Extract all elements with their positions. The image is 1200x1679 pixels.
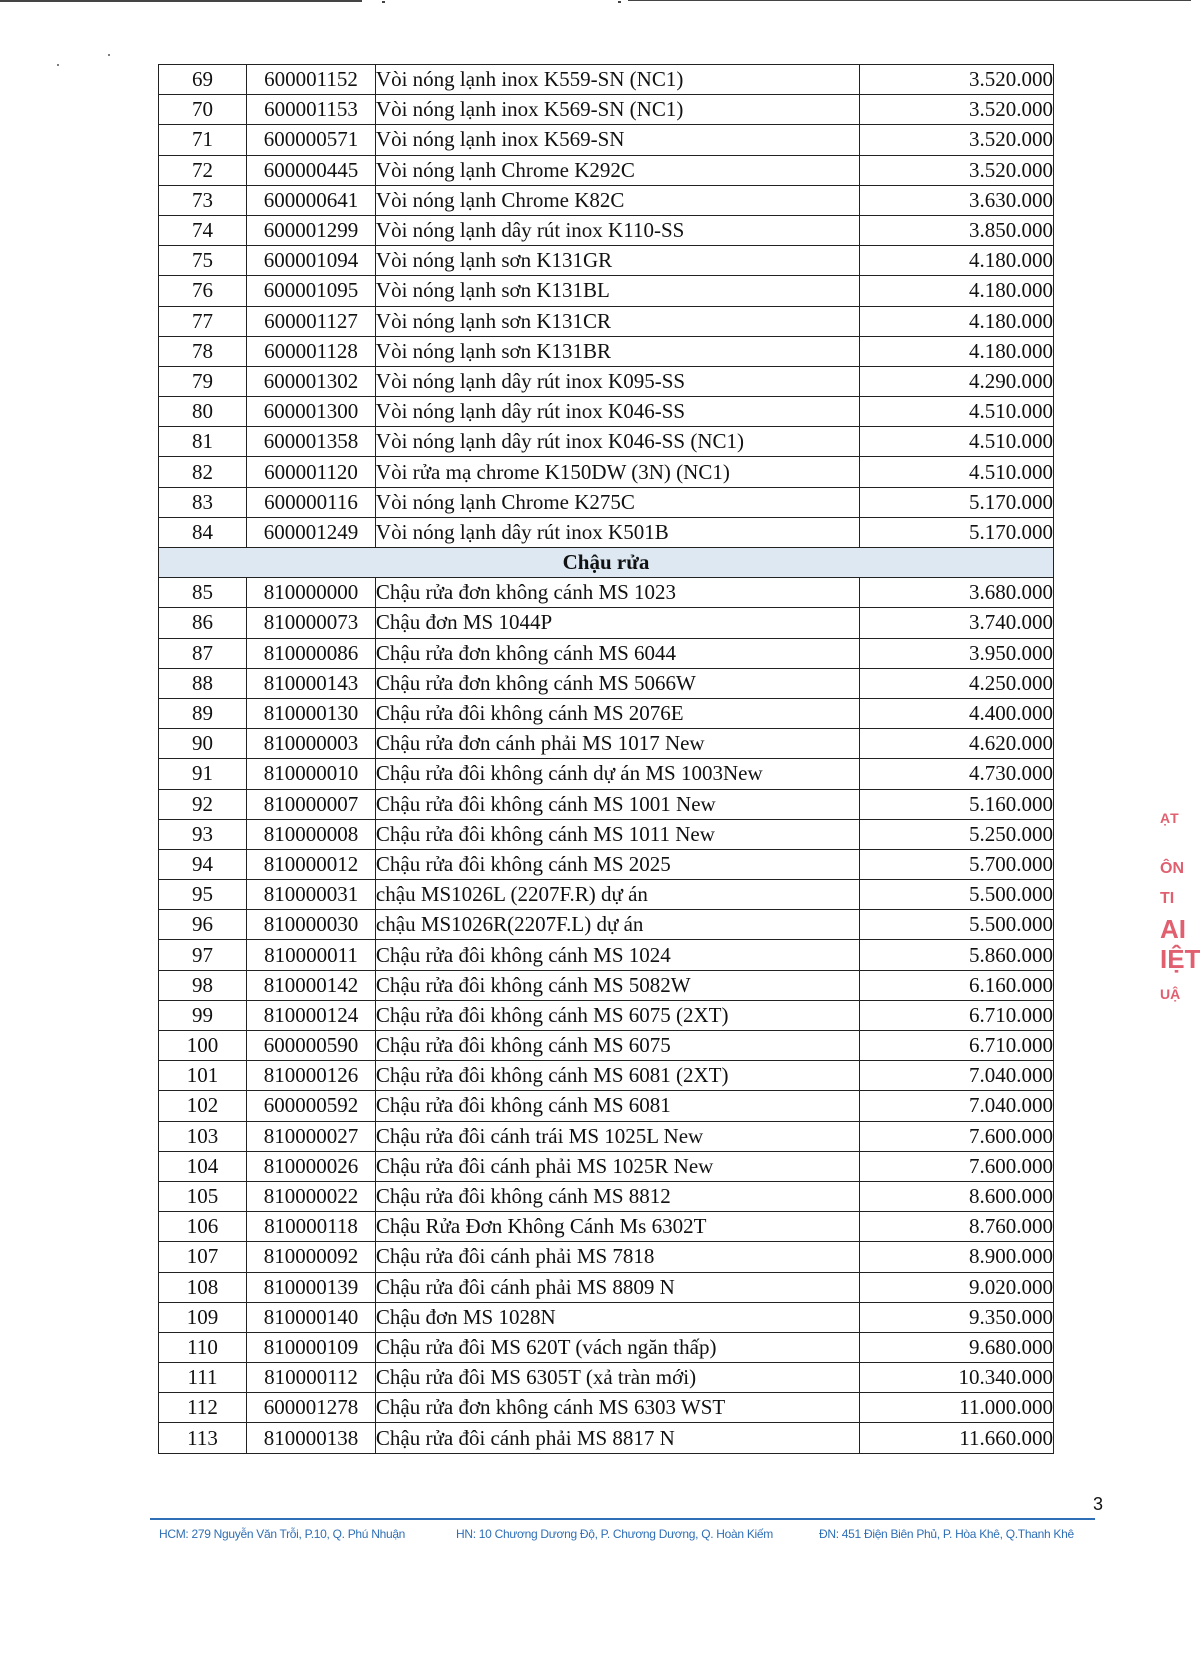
- table-row: [159, 578, 1054, 608]
- product-price: 11.000.000: [860, 1393, 1054, 1423]
- product-name: Chậu rửa đôi không cánh dự án MS 1003New: [375, 759, 859, 789]
- product-price: 3.520.000: [860, 125, 1054, 155]
- table-row: [159, 729, 1054, 759]
- table-row: [159, 215, 1054, 245]
- product-price: 3.680.000: [860, 578, 1054, 608]
- table-body-section: [159, 548, 1054, 578]
- product-price: 4.510.000: [860, 397, 1054, 427]
- row-number: 95: [159, 880, 247, 910]
- table-row: [159, 970, 1054, 1000]
- product-name: Vòi nóng lạnh inox K569-SN: [375, 125, 859, 155]
- table-row: [159, 880, 1054, 910]
- product-name: Chậu rửa đôi MS 620T (vách ngăn thấp): [375, 1332, 859, 1362]
- product-code: 600000445: [247, 155, 376, 185]
- product-code: 810000031: [247, 880, 376, 910]
- row-number: 97: [159, 940, 247, 970]
- product-price: 7.040.000: [860, 1091, 1054, 1121]
- row-number: 111: [159, 1363, 247, 1393]
- row-number: 72: [159, 155, 247, 185]
- product-code: 810000126: [247, 1061, 376, 1091]
- product-code: 810000138: [247, 1423, 376, 1453]
- product-code: 600000571: [247, 125, 376, 155]
- row-number: 109: [159, 1302, 247, 1332]
- table-row: [159, 819, 1054, 849]
- row-number: 82: [159, 457, 247, 487]
- product-code: 810000118: [247, 1212, 376, 1242]
- product-name: Vòi nóng lạnh dây rút inox K095-SS: [375, 366, 859, 396]
- product-price: 5.170.000: [860, 517, 1054, 547]
- row-number: 74: [159, 215, 247, 245]
- table-row: [159, 940, 1054, 970]
- product-code: 600000592: [247, 1091, 376, 1121]
- product-price: 3.520.000: [860, 65, 1054, 95]
- product-name: Chậu rửa đôi không cánh MS 6081: [375, 1091, 859, 1121]
- product-price: 4.400.000: [860, 698, 1054, 728]
- row-number: 106: [159, 1212, 247, 1242]
- product-price: 3.520.000: [860, 155, 1054, 185]
- product-price: 10.340.000: [860, 1363, 1054, 1393]
- row-number: 73: [159, 185, 247, 215]
- table-row: [159, 1272, 1054, 1302]
- product-code: 810000007: [247, 789, 376, 819]
- table-row: [159, 95, 1054, 125]
- product-name: Chậu rửa đôi không cánh MS 1001 New: [375, 789, 859, 819]
- product-price: 9.350.000: [860, 1302, 1054, 1332]
- product-name: Chậu rửa đôi không cánh MS 1011 New: [375, 819, 859, 849]
- product-code: 810000010: [247, 759, 376, 789]
- product-code: 810000030: [247, 910, 376, 940]
- product-code: 600000590: [247, 1031, 376, 1061]
- product-name: Vòi nóng lạnh dây rút inox K046-SS (NC1): [375, 427, 859, 457]
- product-code: 810000092: [247, 1242, 376, 1272]
- product-price: 8.600.000: [860, 1181, 1054, 1211]
- product-price: 6.160.000: [860, 970, 1054, 1000]
- row-number: 88: [159, 668, 247, 698]
- table-row: [159, 1121, 1054, 1151]
- row-number: 85: [159, 578, 247, 608]
- row-number: 70: [159, 95, 247, 125]
- table-row: [159, 1031, 1054, 1061]
- table-row: [159, 1393, 1054, 1423]
- stamp-text: AI: [1160, 914, 1186, 944]
- product-code: 810000124: [247, 1000, 376, 1030]
- table-body-faucets: [159, 65, 1054, 548]
- table-row: [159, 1332, 1054, 1362]
- product-name: Vòi nóng lạnh Chrome K82C: [375, 185, 859, 215]
- row-number: 84: [159, 517, 247, 547]
- row-number: 93: [159, 819, 247, 849]
- footer-address-hcm: HCM: 279 Nguyễn Văn Trỗi, P.10, Q. Phú Nhuận: [159, 1527, 406, 1541]
- table-row: [159, 457, 1054, 487]
- row-number: 102: [159, 1091, 247, 1121]
- row-number: 108: [159, 1272, 247, 1302]
- table-row: [159, 759, 1054, 789]
- product-name: Vòi nóng lạnh dây rút inox K046-SS: [375, 397, 859, 427]
- product-price: 5.700.000: [860, 849, 1054, 879]
- product-name: Vòi nóng lạnh sơn K131BL: [375, 276, 859, 306]
- table-row: [159, 668, 1054, 698]
- row-number: 112: [159, 1393, 247, 1423]
- product-name: Vòi nóng lạnh sơn K131GR: [375, 246, 859, 276]
- table-row: [159, 1363, 1054, 1393]
- row-number: 107: [159, 1242, 247, 1272]
- product-name: Chậu rửa đôi cánh phải MS 8817 N: [375, 1423, 859, 1453]
- product-code: 600001152: [247, 65, 376, 95]
- product-code: 810000012: [247, 849, 376, 879]
- row-number: 96: [159, 910, 247, 940]
- table-row: [159, 276, 1054, 306]
- product-price: 4.180.000: [860, 276, 1054, 306]
- product-price: 4.510.000: [860, 457, 1054, 487]
- product-name: Chậu rửa đơn cánh phải MS 1017 New: [375, 729, 859, 759]
- product-name: Vòi nóng lạnh sơn K131CR: [375, 306, 859, 336]
- row-number: 100: [159, 1031, 247, 1061]
- product-price: 3.850.000: [860, 215, 1054, 245]
- product-name: chậu MS1026R(2207F.L) dự án: [375, 910, 859, 940]
- product-name: Chậu đơn MS 1028N: [375, 1302, 859, 1332]
- stamp-text: ẠT: [1160, 810, 1179, 826]
- row-number: 86: [159, 608, 247, 638]
- row-number: 83: [159, 487, 247, 517]
- product-price: 5.160.000: [860, 789, 1054, 819]
- row-number: 71: [159, 125, 247, 155]
- product-price: 4.290.000: [860, 366, 1054, 396]
- table-row: [159, 849, 1054, 879]
- row-number: 103: [159, 1121, 247, 1151]
- table-row: [159, 125, 1054, 155]
- product-price: 8.900.000: [860, 1242, 1054, 1272]
- table-row: [159, 1212, 1054, 1242]
- table-row: [159, 1423, 1054, 1453]
- footer-address-hn: HN: 10 Chương Dương Độ, P. Chương Dương, Q. Hoàn Kiếm: [456, 1527, 773, 1541]
- product-code: 810000143: [247, 668, 376, 698]
- table-row: [159, 1151, 1054, 1181]
- table-body-sinks: [159, 578, 1054, 1453]
- product-code: 600001278: [247, 1393, 376, 1423]
- footer-rule: [150, 1518, 1095, 1520]
- product-code: 810000011: [247, 940, 376, 970]
- table-row: [159, 517, 1054, 547]
- product-code: 810000003: [247, 729, 376, 759]
- table-row: [159, 185, 1054, 215]
- product-name: Chậu rửa đôi không cánh MS 6081 (2XT): [375, 1061, 859, 1091]
- row-number: 98: [159, 970, 247, 1000]
- product-name: Chậu rửa đơn không cánh MS 6303 WST: [375, 1393, 859, 1423]
- row-number: 92: [159, 789, 247, 819]
- product-code: 600001120: [247, 457, 376, 487]
- table-row: [159, 427, 1054, 457]
- table-row: [159, 397, 1054, 427]
- product-price: 5.170.000: [860, 487, 1054, 517]
- product-name: Chậu rửa đôi MS 6305T (xả tràn mới): [375, 1363, 859, 1393]
- row-number: 76: [159, 276, 247, 306]
- product-name: Vòi rửa mạ chrome K150DW (3N) (NC1): [375, 457, 859, 487]
- product-price: 6.710.000: [860, 1000, 1054, 1030]
- product-price: 4.620.000: [860, 729, 1054, 759]
- table-row: [159, 789, 1054, 819]
- table-row: [159, 336, 1054, 366]
- product-price: 7.600.000: [860, 1151, 1054, 1181]
- product-name: Chậu rửa đôi không cánh MS 2076E: [375, 698, 859, 728]
- product-code: 600001300: [247, 397, 376, 427]
- product-name: Vòi nóng lạnh dây rút inox K110-SS: [375, 215, 859, 245]
- product-code: 810000130: [247, 698, 376, 728]
- table-row: [159, 246, 1054, 276]
- product-code: 600001299: [247, 215, 376, 245]
- product-price: 4.510.000: [860, 427, 1054, 457]
- product-code: 810000140: [247, 1302, 376, 1332]
- product-name: Vòi nóng lạnh inox K569-SN (NC1): [375, 95, 859, 125]
- product-code: 600000641: [247, 185, 376, 215]
- product-price: 3.520.000: [860, 95, 1054, 125]
- stamp-text: UẬ: [1160, 986, 1181, 1002]
- table-row: [159, 910, 1054, 940]
- product-name: Chậu rửa đôi không cánh MS 6075: [375, 1031, 859, 1061]
- product-code: 600001302: [247, 366, 376, 396]
- product-price: 5.860.000: [860, 940, 1054, 970]
- product-code: 810000008: [247, 819, 376, 849]
- row-number: 87: [159, 638, 247, 668]
- product-price: 3.630.000: [860, 185, 1054, 215]
- product-code: 810000027: [247, 1121, 376, 1151]
- product-name: Chậu đơn MS 1044P: [375, 608, 859, 638]
- product-name: Chậu rửa đôi không cánh MS 5082W: [375, 970, 859, 1000]
- table-row: [159, 698, 1054, 728]
- product-code: 600000116: [247, 487, 376, 517]
- table-row: [159, 608, 1054, 638]
- product-name: Chậu rửa đôi cánh phải MS 1025R New: [375, 1151, 859, 1181]
- top-border-dot: [618, 1, 621, 3]
- product-name: Chậu rửa đôi không cánh MS 6075 (2XT): [375, 1000, 859, 1030]
- product-code: 810000109: [247, 1332, 376, 1362]
- table-row: [159, 1000, 1054, 1030]
- product-price: 4.250.000: [860, 668, 1054, 698]
- row-number: 78: [159, 336, 247, 366]
- product-price: 9.020.000: [860, 1272, 1054, 1302]
- row-number: 99: [159, 1000, 247, 1030]
- product-code: 810000026: [247, 1151, 376, 1181]
- row-number: 110: [159, 1332, 247, 1362]
- stamp-text: IỆT: [1160, 944, 1200, 974]
- product-name: Chậu rửa đôi cánh trái MS 1025L New: [375, 1121, 859, 1151]
- stamp-fragment: [1160, 810, 1200, 1020]
- product-price: 5.500.000: [860, 880, 1054, 910]
- row-number: 104: [159, 1151, 247, 1181]
- product-code: 600001128: [247, 336, 376, 366]
- footer-address-dn: ĐN: 451 Điện Biên Phủ, P. Hòa Khê, Q.Thanh Khê: [819, 1527, 1074, 1541]
- product-code: 600001094: [247, 246, 376, 276]
- table-row: [159, 155, 1054, 185]
- product-name: Vòi nóng lạnh inox K559-SN (NC1): [375, 65, 859, 95]
- product-name: Chậu rửa đôi cánh phải MS 7818: [375, 1242, 859, 1272]
- product-name: Vòi nóng lạnh Chrome K275C: [375, 487, 859, 517]
- product-price: 3.740.000: [860, 608, 1054, 638]
- section-header-row: [159, 548, 1054, 578]
- product-name: Vòi nóng lạnh Chrome K292C: [375, 155, 859, 185]
- product-price: 7.040.000: [860, 1061, 1054, 1091]
- product-price: 9.680.000: [860, 1332, 1054, 1362]
- product-name: Chậu rửa đơn không cánh MS 5066W: [375, 668, 859, 698]
- row-number: 113: [159, 1423, 247, 1453]
- product-price: 4.180.000: [860, 336, 1054, 366]
- product-price: 5.250.000: [860, 819, 1054, 849]
- product-price: 5.500.000: [860, 910, 1054, 940]
- product-name: Chậu rửa đôi cánh phải MS 8809 N: [375, 1272, 859, 1302]
- row-number: 94: [159, 849, 247, 879]
- top-border-dot: [382, 1, 385, 3]
- product-price: 4.180.000: [860, 306, 1054, 336]
- row-number: 79: [159, 366, 247, 396]
- scan-speck: [57, 64, 59, 66]
- table-row: [159, 366, 1054, 396]
- row-number: 77: [159, 306, 247, 336]
- table-row: [159, 1061, 1054, 1091]
- table-row: [159, 1181, 1054, 1211]
- product-code: 600001153: [247, 95, 376, 125]
- row-number: 69: [159, 65, 247, 95]
- product-name: chậu MS1026L (2207F.R) dự án: [375, 880, 859, 910]
- product-code: 810000139: [247, 1272, 376, 1302]
- product-price: 7.600.000: [860, 1121, 1054, 1151]
- row-number: 89: [159, 698, 247, 728]
- stamp-text: TI: [1160, 890, 1175, 907]
- product-name: Chậu rửa đôi không cánh MS 1024: [375, 940, 859, 970]
- product-name: Chậu Rửa Đơn Không Cánh Ms 6302T: [375, 1212, 859, 1242]
- row-number: 90: [159, 729, 247, 759]
- product-code: 810000073: [247, 608, 376, 638]
- row-number: 91: [159, 759, 247, 789]
- table-row: [159, 1091, 1054, 1121]
- product-name: Chậu rửa đơn không cánh MS 1023: [375, 578, 859, 608]
- product-name: Vòi nóng lạnh sơn K131BR: [375, 336, 859, 366]
- product-code: 810000112: [247, 1363, 376, 1393]
- product-name: Chậu rửa đơn không cánh MS 6044: [375, 638, 859, 668]
- row-number: 80: [159, 397, 247, 427]
- row-number: 101: [159, 1061, 247, 1091]
- product-code: 810000086: [247, 638, 376, 668]
- product-name: Chậu rửa đôi không cánh MS 8812: [375, 1181, 859, 1211]
- product-code: 810000142: [247, 970, 376, 1000]
- scan-speck: [108, 54, 110, 56]
- table-row: [159, 1242, 1054, 1272]
- row-number: 75: [159, 246, 247, 276]
- product-code: 600001249: [247, 517, 376, 547]
- product-price: 4.180.000: [860, 246, 1054, 276]
- row-number: 105: [159, 1181, 247, 1211]
- table-row: [159, 306, 1054, 336]
- product-code: 810000000: [247, 578, 376, 608]
- table-row: [159, 65, 1054, 95]
- product-code: 600001358: [247, 427, 376, 457]
- row-number: 81: [159, 427, 247, 457]
- table-row: [159, 487, 1054, 517]
- product-name: Vòi nóng lạnh dây rút inox K501B: [375, 517, 859, 547]
- product-price: 3.950.000: [860, 638, 1054, 668]
- table-row: [159, 1302, 1054, 1332]
- table-row: [159, 638, 1054, 668]
- product-code: 600001095: [247, 276, 376, 306]
- product-price: 6.710.000: [860, 1031, 1054, 1061]
- product-code: 810000022: [247, 1181, 376, 1211]
- page-number: 3: [1093, 1494, 1104, 1514]
- product-code: 600001127: [247, 306, 376, 336]
- price-table: [158, 64, 1054, 1454]
- product-price: 8.760.000: [860, 1212, 1054, 1242]
- product-price: 11.660.000: [860, 1423, 1054, 1453]
- section-title: Chậu rửa: [159, 548, 1054, 578]
- stamp-text: ÔN: [1160, 860, 1184, 877]
- product-price: 4.730.000: [860, 759, 1054, 789]
- top-border-left: [0, 0, 362, 2]
- product-name: Chậu rửa đôi không cánh MS 2025: [375, 849, 859, 879]
- top-border-right: [628, 0, 1191, 1]
